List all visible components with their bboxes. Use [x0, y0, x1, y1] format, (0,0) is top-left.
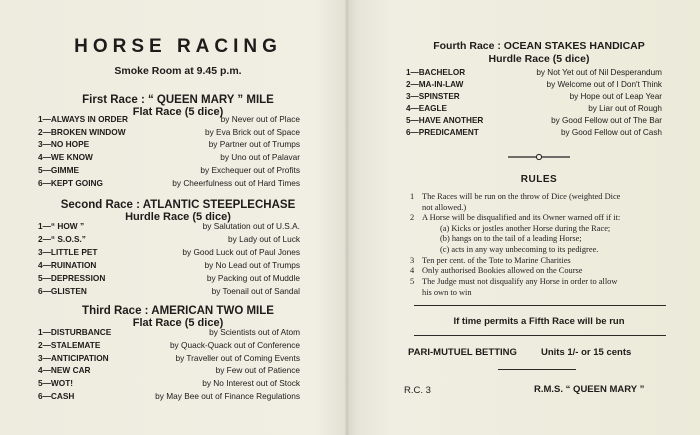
- rule-number: 5: [410, 277, 415, 286]
- third-race-heading: Third Race : AMERICAN TWO MILE: [82, 305, 274, 317]
- card-code: R.C. 3: [404, 385, 431, 396]
- race-entry: [38, 139, 300, 150]
- fifth-race-note: If time permits a Fifth Race will be run: [453, 316, 625, 327]
- page-title: HORSE RACING: [74, 36, 282, 57]
- horse-pedigree: by Good Luck out of Paul Jones: [182, 247, 300, 257]
- race-entry: [406, 115, 662, 126]
- race-entry: [38, 221, 300, 232]
- horse-pedigree: by Few out of Patience: [215, 365, 300, 376]
- third-race-type: Flat Race (5 dice): [132, 317, 224, 329]
- horse-name: 2—BROKEN WINDOW: [38, 126, 126, 137]
- horse-pedigree: by Welcome out of I Don't Think: [546, 80, 662, 89]
- divider: [414, 305, 666, 306]
- horse-name: 5—WOT!: [38, 378, 74, 389]
- divider: [414, 335, 666, 336]
- horse-name: 4—RUINATION: [38, 260, 97, 270]
- horse-pedigree: by Packing out of Muddle: [206, 273, 300, 283]
- horse-name: 5—GIMME: [38, 164, 80, 175]
- horse-pedigree: by Liar out of Rough: [588, 104, 662, 113]
- horse-pedigree: by Hope out of Leap Year: [569, 92, 662, 101]
- race-entry: [406, 67, 662, 78]
- race-entry: [38, 178, 300, 189]
- horse-name: 2—“ S.O.S.”: [38, 234, 86, 244]
- horse-pedigree: by Good Fellow out of Cash: [560, 128, 662, 137]
- horse-pedigree: by Quack-Quack out of Conference: [169, 339, 300, 350]
- horse-name: 1—ALWAYS IN ORDER: [38, 114, 129, 124]
- betting-units: Units 1/- or 15 cents: [541, 347, 632, 358]
- rule-text: The Races will be run on the throw of Dice (weighted Dice: [422, 192, 621, 201]
- horse-pedigree: by Never out of Place: [220, 114, 300, 124]
- first-race-heading: First Race : “ QUEEN MARY ” MILE: [82, 94, 274, 106]
- race-entry: [38, 260, 300, 271]
- divider-ornament-icon: [508, 152, 570, 162]
- horse-pedigree: by May Bee out of Finance Regulations: [155, 391, 300, 401]
- fourth-race-type: Hurdle Race (5 dice): [488, 53, 590, 65]
- rule-text: A Horse will be disqualified and its Owner warned off if it:: [422, 213, 621, 222]
- second-race-type: Hurdle Race (5 dice): [125, 211, 231, 223]
- race-entry: [38, 165, 300, 176]
- race-entry: [38, 152, 300, 163]
- rule-text: (b) hangs on to the tail of a leading Horse;: [440, 234, 582, 243]
- horse-name: 2—STALEMATE: [38, 339, 101, 350]
- race-entry: [38, 247, 300, 258]
- center-fold: [345, 0, 349, 435]
- horse-name: 3—LITTLE PET: [38, 247, 98, 257]
- horse-name: 3—SPINSTER: [406, 92, 460, 101]
- horse-pedigree: by Uno out of Palavar: [220, 152, 300, 163]
- race-entry: [38, 391, 300, 402]
- horse-pedigree: by Lady out of Luck: [228, 234, 300, 244]
- horse-name: 4—WE KNOW: [38, 152, 93, 163]
- rules-heading: RULES: [520, 174, 558, 185]
- race-entry: [38, 365, 300, 376]
- rule-text: not allowed.): [422, 202, 467, 212]
- horse-name: 3—ANTICIPATION: [38, 352, 109, 363]
- horse-pedigree: by Eva Brick out of Space: [204, 126, 300, 137]
- race-entry: [38, 127, 300, 138]
- rule-text: (a) Kicks or jostles another Horse during the Race;: [440, 223, 611, 233]
- horse-pedigree: by Good Fellow out of The Bar: [551, 116, 662, 125]
- rule-number: 1: [410, 192, 415, 201]
- horse-name: 5—HAVE ANOTHER: [406, 116, 484, 125]
- horse-name: 4—EAGLE: [406, 104, 447, 113]
- race-entry: [38, 234, 300, 245]
- horse-name: 3—NO HOPE: [38, 139, 90, 150]
- race-entry: [38, 340, 300, 351]
- horse-name: 6—KEPT GOING: [38, 177, 104, 188]
- divider: [498, 369, 576, 370]
- race-entry: [38, 327, 300, 338]
- race-entry: [38, 353, 300, 364]
- horse-name: 1—DISTURBANCE: [38, 327, 112, 337]
- rule-text: Only authorised Bookies allowed on the Course: [422, 266, 583, 275]
- horse-name: 4—NEW CAR: [38, 365, 91, 376]
- horse-pedigree: by Not Yet out of Nil Desperandum: [536, 68, 662, 77]
- betting-label: PARI-MUTUEL BETTING: [408, 347, 517, 358]
- race-entry: [38, 273, 300, 284]
- horse-name: 1—“ HOW ”: [38, 221, 85, 231]
- first-race-type: Flat Race (5 dice): [132, 106, 224, 118]
- horse-name: 2—MA-IN-LAW: [406, 80, 464, 89]
- event-time: Smoke Room at 9.45 p.m.: [114, 65, 242, 77]
- rule-text: his own to win: [422, 287, 472, 297]
- second-race-heading: Second Race : ATLANTIC STEEPLECHASE: [60, 199, 296, 211]
- race-entry: [406, 103, 662, 114]
- horse-name: 5—DEPRESSION: [38, 273, 106, 283]
- race-entry: [38, 378, 300, 389]
- race-entry: [406, 79, 662, 90]
- ship-name: R.M.S. “ QUEEN MARY ”: [534, 384, 645, 395]
- horse-pedigree: by Toenail out of Sandal: [211, 286, 300, 296]
- rule-number: 2: [410, 213, 415, 222]
- horse-name: 6—CASH: [38, 391, 75, 401]
- rule-text: Ten per cent. of the Tote to Marine Charities: [422, 256, 571, 265]
- race-entry: [38, 286, 300, 297]
- fourth-race-heading: Fourth Race : OCEAN STAKES HANDICAP: [433, 40, 645, 52]
- horse-name: 6—GLISTEN: [38, 286, 87, 296]
- rule-text: The Judge must not disqualify any Horse in order to allow: [422, 277, 618, 286]
- horse-pedigree: by Exchequer out of Profits: [200, 164, 300, 175]
- rule-number: 4: [410, 266, 415, 275]
- horse-pedigree: by Partner out of Trumps: [208, 139, 300, 150]
- race-entry: [406, 91, 662, 102]
- horse-name: 1—BACHELOR: [406, 68, 466, 77]
- horse-pedigree: by No Lead out of Trumps: [204, 260, 300, 270]
- horse-pedigree: by Traveller out of Coming Events: [175, 352, 300, 363]
- horse-pedigree: by Salutation out of U.S.A.: [202, 221, 300, 231]
- horse-pedigree: by Cheerfulness out of Hard Times: [172, 177, 300, 188]
- rule-number: 3: [410, 256, 415, 265]
- horse-name: 6—PREDICAMENT: [406, 128, 479, 137]
- horse-pedigree: by No Interest out of Stock: [202, 378, 300, 389]
- race-entry: [38, 114, 300, 125]
- race-entry: [406, 127, 662, 138]
- horse-pedigree: by Scientists out of Atom: [209, 327, 300, 337]
- rule-text: (c) acts in any way unbecoming to its pedigree.: [440, 244, 599, 254]
